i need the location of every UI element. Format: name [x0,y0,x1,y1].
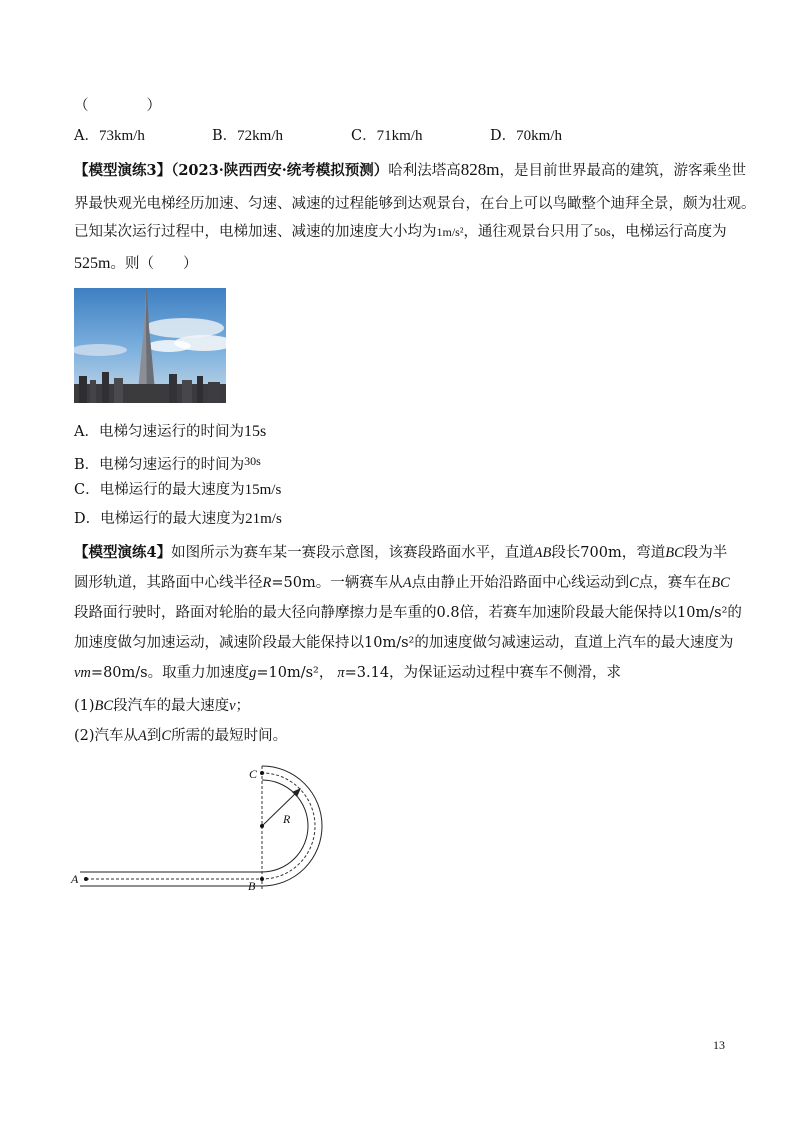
q4-sub2-c: 所需的最短时间。 [171,728,288,744]
q4-line-2 [74,573,730,593]
q3-option-a [74,422,266,442]
radius-arrow [262,791,298,826]
q3-option-d [74,509,282,529]
q3-source: （2023·陕西西安·统考模拟预测） [171,162,389,179]
q4-vm: vm [74,665,91,681]
q3-tag: 【模型演练3】 [74,162,172,179]
q4-sub1-c: ； [235,698,251,714]
q3-text-3a: 已知某次运行过程中，电梯加速、减速的加速度大小均为 [74,224,437,240]
prev-option-b [212,126,283,146]
q4-line-1 [74,543,727,563]
track-outer-edge [80,766,322,886]
q3-option-a-letter: A． [74,424,99,440]
q3-option-b-value: 30s [244,454,261,468]
prev-option-a-letter: A． [74,128,99,144]
q4-bc-2: BC [711,575,730,591]
q4-text-2a: 圆形轨道，其路面中心线半径 [74,575,263,591]
prev-option-c [351,126,422,146]
prev-option-d-value: 70km/h [516,128,562,144]
prev-option-d-letter: D． [490,128,517,144]
q4-g: g [249,665,257,681]
q4-tag: 【模型演练4】 [74,544,172,561]
q3-option-a-text: 电梯匀速运行的时间为 [98,424,244,440]
q4-sub1-v: v [229,698,236,714]
race-track-diagram [66,760,346,900]
point-b [260,877,264,881]
q3-tower-height: 828m [460,160,500,179]
q4-text-5a: =80m/s。取重力加速度 [90,665,250,681]
q4-text-2d: 点，赛车在 [638,575,712,591]
q4-r: R [262,575,272,591]
q3-text-3c: ，电梯运行高度为 [610,224,727,240]
q4-text-1c: 段为半 [683,545,728,561]
q3-option-b-letter: B． [74,457,100,473]
q3-option-c-value: 15m/s [244,482,282,498]
burj-khalifa-photo [74,288,226,403]
q4-sub-question-2 [74,726,287,746]
q3-option-c-letter: C． [74,482,100,498]
track-center-line [86,773,315,879]
q3-option-d-text: 电梯运行的最大速度为 [100,511,246,527]
q4-line-3: 段路面行驶时，路面对轮胎的最大径向静摩擦力是车重的0.8倍，若赛车加速阶段最大能保持以10m/s²的 [74,605,742,621]
prev-option-b-letter: B． [212,128,238,144]
page-number: 13 [713,1038,725,1052]
point-a [84,877,88,881]
q3-line-3 [74,222,727,242]
label-a: A [71,872,79,886]
q4-text-2b: =50m。一辆赛车从 [271,575,403,591]
q3-option-c-text: 电梯运行的最大速度为 [99,482,245,498]
q4-sub1-b: 段汽车的最大速度 [113,698,230,714]
q3-line-2: 界最快观光电梯经历加速、匀速、减速的过程能够到达观景台，在台上可以鸟瞰整个迪拜全景，颇为壮观。 [74,196,756,212]
prev-option-b-value: 72km/h [237,128,283,144]
q4-text-1a: 如图所示为赛车某一赛段示意图，该赛段路面水平，直道 [171,545,534,561]
q3-option-b-text: 电梯匀速运行的时间为 [99,457,245,473]
track-inner-edge [80,780,308,872]
q3-acceleration: 1m/s² [436,225,464,239]
q3-time: 50s [593,225,611,239]
q4-line-4: 加速度做匀加速运动，减速阶段最大能保持以10m/s²的加速度做匀减速运动，直道上汽车的最大速度为 [74,635,734,651]
prev-option-d [490,126,562,146]
q3-text-1a: 哈利法塔高 [388,163,461,179]
q4-sub-question-1 [74,696,250,716]
prev-question-paren: （ ） [74,98,161,114]
prev-option-a-value: 73km/h [98,128,145,144]
q3-option-c [74,480,281,500]
center-point [260,824,264,828]
q4-sub1-a: (1) [74,698,95,714]
q3-text-1b: ，是目前世界最高的建筑，游客乘坐世 [499,163,747,179]
q4-pi: π [337,665,345,681]
q4-text-5c: =3.14，为保证运动过程中赛车不侧滑，求 [344,665,622,681]
q3-line-4 [74,254,197,274]
q4-bc: BC [665,545,684,561]
label-r: R [283,812,291,826]
point-c [260,771,264,775]
q4-text-1b: 段长700m，弯道 [551,545,666,561]
q3-option-b [74,451,261,475]
q4-c: C [629,575,639,591]
prev-option-c-letter: C． [351,128,377,144]
prev-option-a [74,126,145,146]
q3-text-4b: 。则（ ） [110,256,198,272]
label-b: B [248,879,256,893]
q4-a: A [402,575,412,591]
q3-option-d-value: 21m/s [245,511,282,527]
q4-sub2-a-point: A [138,728,147,744]
prev-option-c-value: 71km/h [376,128,423,144]
q4-ab: AB [533,545,552,561]
q3-line-1 [74,160,746,181]
q3-text-3b: ，通往观景台只用了 [463,224,594,240]
label-c: C [249,767,258,781]
q3-height: 525m [74,255,111,272]
q4-text-5b: =10m/s²， [256,665,334,681]
q4-sub2-a: (2)汽车从 [74,728,139,744]
q3-option-a-value: 15s [243,423,267,440]
q3-option-d-letter: D． [74,511,101,527]
q4-sub2-b: 到 [146,728,162,744]
q4-sub2-c-point: C [161,728,172,744]
q4-sub1-bc: BC [94,698,114,714]
q4-text-2c: 点由静止开始沿路面中心线运动到 [411,575,630,591]
q4-line-5 [74,663,621,683]
